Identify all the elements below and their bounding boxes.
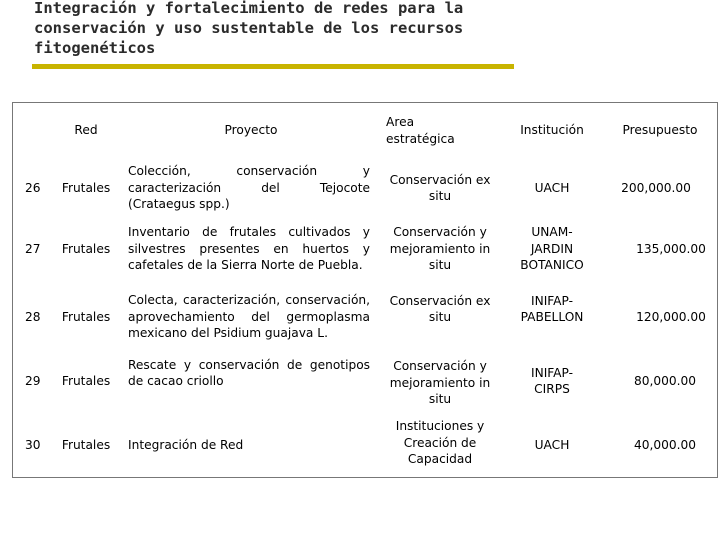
area-line: mejoramiento in: [389, 375, 491, 390]
row-presupuesto: 135,000.00: [636, 241, 706, 256]
row-institucion: [497, 415, 607, 475]
row-area: [383, 158, 497, 218]
row-proyecto: [128, 415, 370, 475]
proyecto-line: mexicano del Psidium guajava L.: [128, 326, 328, 341]
area-line: Conservación y: [393, 225, 487, 240]
row-proyecto: [128, 343, 370, 403]
institucion-line: UACH: [534, 180, 570, 195]
area-line: Conservación y: [393, 359, 487, 374]
area-line: situ: [428, 189, 452, 203]
slide-title: [34, 0, 524, 58]
area-line: Creación de: [403, 435, 477, 450]
row-number: 27: [25, 241, 41, 256]
institucion-line: UACH: [534, 437, 570, 452]
proyecto-line: Colecta, caracterización, conservación,: [128, 293, 370, 308]
row-proyecto: [128, 286, 370, 348]
proyecto-line: Colección, conservación y: [128, 164, 370, 179]
proyecto-line: aprovechamiento del germoplasma: [128, 309, 370, 324]
row-number: 28: [25, 309, 41, 324]
projects-table: [12, 102, 718, 478]
row-presupuesto: 200,000.00: [621, 180, 691, 195]
title-line: Integración y fortalecimiento de redes para la: [34, 0, 464, 17]
row-area: [383, 413, 497, 473]
institucion-line: UNAM-: [531, 225, 573, 240]
row-area: [383, 353, 497, 413]
proyecto-line: caracterización del Tejocote: [128, 180, 370, 195]
header-area: [386, 103, 496, 158]
area-line: situ: [428, 258, 452, 273]
row-area: [383, 278, 497, 340]
title-line: fitogenéticos: [34, 39, 156, 57]
header-institucion: Institución: [520, 123, 584, 138]
row-red: Frutales: [61, 309, 111, 324]
proyecto-line: Integración de Red: [128, 437, 244, 452]
header-area-line: estratégica: [386, 131, 455, 146]
row-proyecto: [128, 158, 370, 218]
proyecto-line: cafetales de la Sierra Norte de Puebla.: [128, 258, 363, 273]
proyecto-line: de cacao criollo: [128, 374, 224, 388]
row-number: 30: [25, 437, 41, 452]
institucion-line: BOTANICO: [520, 258, 584, 273]
row-red: Frutales: [61, 373, 111, 388]
area-line: Conservación ex: [389, 172, 491, 187]
title-line: conservación y uso sustentable de los recursos: [34, 19, 464, 37]
row-institucion: [497, 278, 607, 340]
row-institucion: [497, 351, 607, 411]
proyecto-line: Rescate y conservación de genotipos: [128, 357, 370, 372]
area-line: situ: [428, 392, 452, 407]
area-line: mejoramiento in: [389, 241, 491, 256]
header-presupuesto: Presupuesto: [622, 123, 698, 138]
row-proyecto: [128, 218, 370, 280]
area-line: Instituciones y: [395, 419, 485, 434]
title-underline: [32, 64, 514, 69]
row-presupuesto: 120,000.00: [636, 309, 706, 324]
row-red: Frutales: [61, 241, 111, 256]
row-area: [383, 218, 497, 280]
institucion-line: INIFAP-: [530, 293, 573, 308]
row-number: 26: [25, 180, 41, 195]
proyecto-line: Inventario de frutales cultivados y: [128, 225, 370, 240]
row-institucion: [497, 218, 607, 280]
institucion-line: PABELLON: [520, 310, 584, 324]
row-institucion: [497, 158, 607, 218]
area-line: Conservación ex: [389, 293, 491, 308]
header-red: Red: [74, 123, 98, 138]
area-line: Capacidad: [407, 452, 473, 467]
row-red: Frutales: [61, 180, 111, 195]
header-area-line: Area: [386, 115, 415, 129]
row-presupuesto: 40,000.00: [633, 437, 697, 452]
proyecto-line: (Crataegus spp.): [128, 197, 230, 212]
proyecto-line: silvestres presentes en huertos y: [128, 241, 370, 256]
header-proyecto: Proyecto: [224, 123, 278, 138]
institucion-line: CIRPS: [534, 382, 570, 396]
institucion-line: JARDIN: [530, 241, 574, 256]
row-presupuesto: 80,000.00: [633, 373, 697, 388]
area-line: situ: [428, 310, 452, 324]
row-red: Frutales: [61, 437, 111, 452]
institucion-line: INIFAP-: [530, 365, 573, 380]
row-number: 29: [25, 373, 41, 388]
